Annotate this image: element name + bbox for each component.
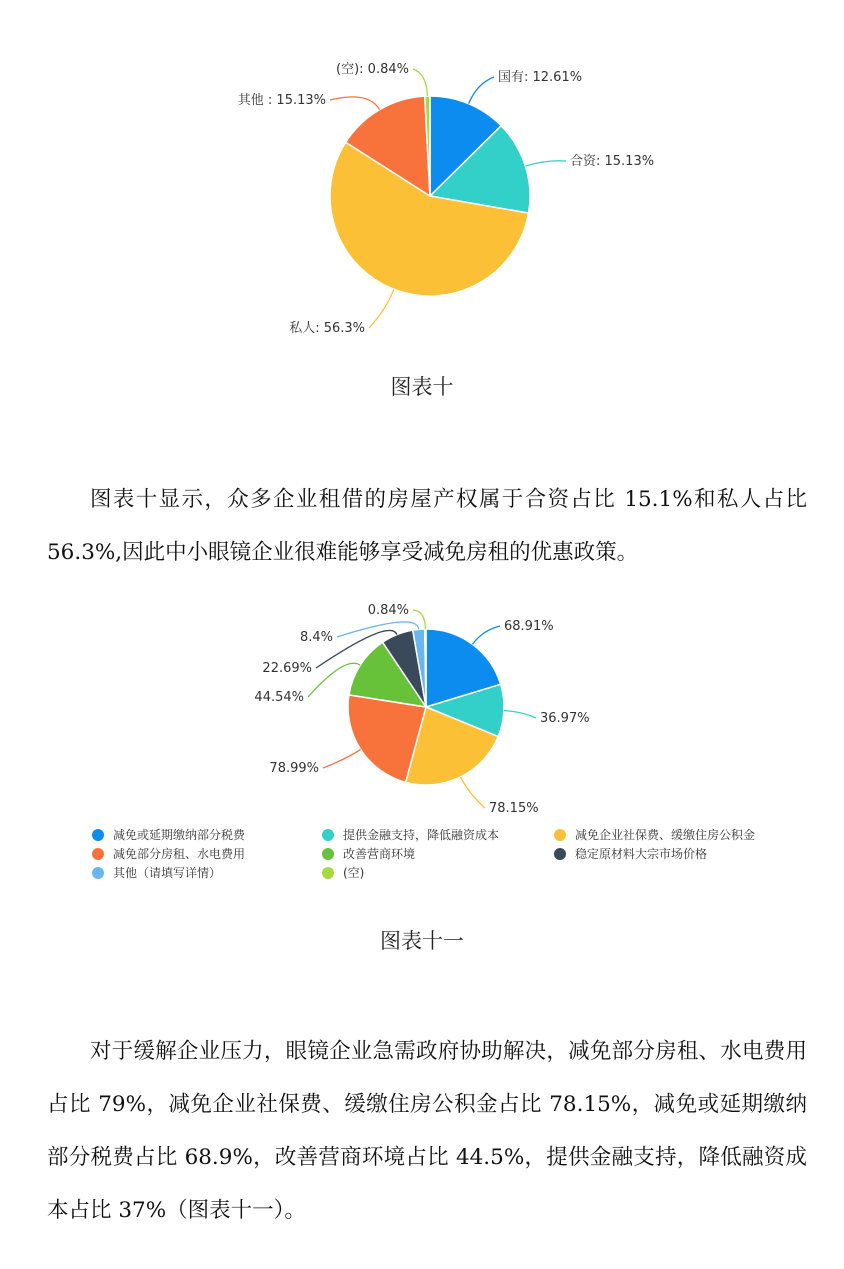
leader-line-1-2 xyxy=(525,161,566,166)
legend-label: 稳定原材料大宗市场价格 xyxy=(575,847,708,861)
leader-line-1-5 xyxy=(413,69,427,96)
chart2-legend xyxy=(92,826,812,881)
paragraph-ownership: 图表十显示，众多企业租借的房屋产权属于合资占比 15.1%和私人占比 56.3%,因此中小眼镜企业很难能够享受减免房租的优惠政策。 xyxy=(47,487,807,565)
legend-dot-icon xyxy=(554,829,566,841)
legend-label: (空) xyxy=(343,866,365,880)
leader-line-2-2 xyxy=(504,711,536,718)
legend-item-2 xyxy=(322,826,554,843)
legend-item-6 xyxy=(554,845,804,862)
legend-item-3 xyxy=(554,826,804,843)
slice-label-2-7: 8.4% xyxy=(299,630,333,645)
slice-label-2-2: 36.97% xyxy=(540,711,590,726)
leader-line-2-1 xyxy=(472,626,500,644)
slice-label-2-1: 68.91% xyxy=(504,619,554,634)
leader-line-1-4 xyxy=(330,97,380,110)
slice-label-2-6: 22.69% xyxy=(262,661,312,676)
legend-item-7 xyxy=(92,864,322,881)
slice-label-2-3: 78.15% xyxy=(489,801,539,816)
legend-dot-icon xyxy=(322,829,334,841)
legend-label: 改善营商环境 xyxy=(343,847,416,861)
slice-label-2-8: 0.84% xyxy=(367,603,409,618)
legend-dot-icon xyxy=(322,867,334,879)
slice-label-2-5: 44.54% xyxy=(254,690,304,705)
leader-line-1-3 xyxy=(369,289,394,328)
slice-label-2-4: 78.99% xyxy=(269,761,319,776)
legend-item-5 xyxy=(322,845,554,862)
legend-dot-icon xyxy=(92,848,104,860)
ownership-pie-chart xyxy=(0,40,844,360)
chart1-caption: 图表十 xyxy=(390,375,454,399)
slice-label-1-3: 私人: 56.3% xyxy=(289,321,365,336)
leader-line-2-8 xyxy=(413,610,425,629)
legend-item-1 xyxy=(92,826,322,843)
leader-line-1-1 xyxy=(469,77,494,104)
legend-dot-icon xyxy=(92,867,104,879)
legend-item-8 xyxy=(322,864,554,881)
legend-label: 提供金融支持，降低融资成本 xyxy=(343,828,500,842)
slice-label-1-4: 其他 : 15.13% xyxy=(237,93,326,108)
chart2-caption: 图表十一 xyxy=(380,929,464,953)
legend-dot-icon xyxy=(554,848,566,860)
legend-dot-icon xyxy=(322,848,334,860)
legend-item-4 xyxy=(92,845,322,862)
leader-line-2-4 xyxy=(323,749,361,768)
legend-label: 减免或延期缴纳部分税费 xyxy=(113,828,246,842)
leader-line-2-3 xyxy=(461,777,486,808)
slice-label-1-5: (空): 0.84% xyxy=(336,62,409,77)
legend-label: 其他（请填写详情） xyxy=(113,866,222,880)
legend-label: 减免部分房租、水电费用 xyxy=(113,847,246,861)
relief-needs-pie-chart xyxy=(0,590,844,820)
legend-label: 减免企业社保费、缓缴住房公积金 xyxy=(575,828,756,842)
slice-label-1-1: 国有: 12.61% xyxy=(498,70,583,85)
paragraph-relief: 对于缓解企业压力，眼镜企业急需政府协助解决，减免部分房租、水电费用占比 79%，减免企业社保费、缓缴住房公积金占比 78.15%，减免或延期缴纳部分税费占比 68.9%，改善营商环境占比 44.5%，提供金融支持，降低融资成本占比 37%（图表十一）。 xyxy=(47,1039,807,1223)
legend-dot-icon xyxy=(92,829,104,841)
slice-label-1-2: 合资: 15.13% xyxy=(570,154,655,169)
